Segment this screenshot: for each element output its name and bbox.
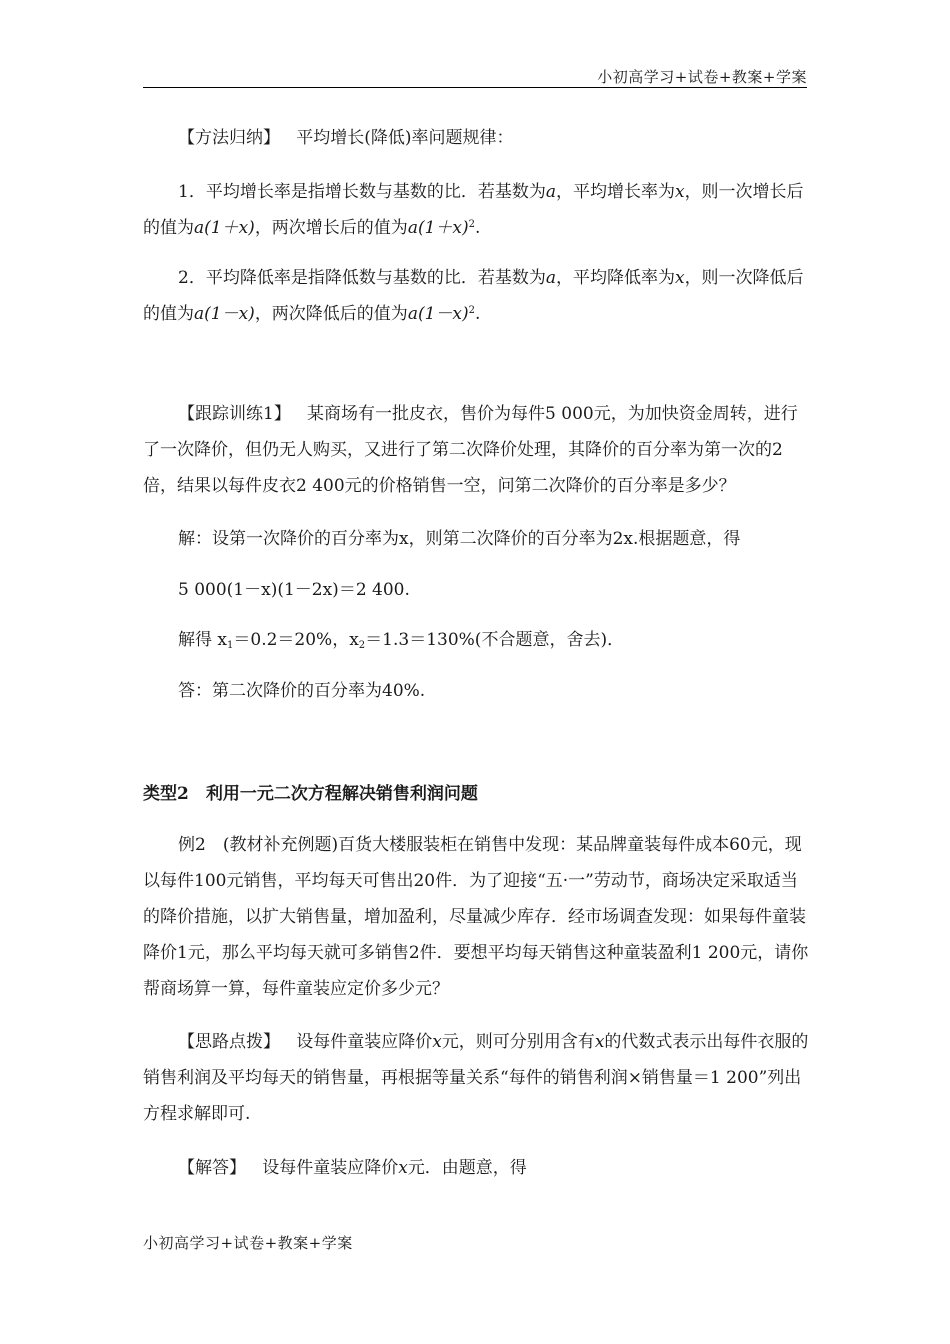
section-heading-type2: 类型2 利用一元二次方程解决销售利润问题 bbox=[143, 784, 478, 804]
solution-line-1: 解：设第一次降价的百分率为x，则第二次降价的百分率为2x.根据题意，得 bbox=[178, 529, 741, 549]
method-rule-1: 1．平均增长率是指增长数与基数的比．若基数为a，平均增长率为x，则一次增长后的值为a(1＋x)，两次增长后的值为$a(1+x)^2$. bbox=[143, 182, 804, 238]
solution-line-4: 答：第二次降价的百分率为40%. bbox=[178, 681, 426, 701]
answer-paragraph: 【解答】 设每件童装应降价x元．由题意，得 bbox=[178, 1158, 527, 1178]
method-summary-tag: 【方法归纳】 bbox=[178, 128, 280, 148]
training-problem-text: 某商场有一批皮衣，售价为每件5 000元，为加快资金周转，进行了一次降价，但仍无人购买，又进行了第二次降价处理，其降价的百分率为第一次的2倍，结果以每件皮衣2 400元的价格销售一空，问第二次降价的百分率是多少？ bbox=[143, 404, 798, 496]
solution-line-3: 解得 $x_1=0.2=20\%$，$x_2=1.3=130\%$(不合题意，舍去)． bbox=[178, 630, 625, 651]
page-footer: 小初高学习+试卷+教案+学案 bbox=[143, 1234, 353, 1252]
training-tag: 【跟踪训练1】 bbox=[178, 404, 291, 424]
training-problem bbox=[143, 396, 811, 504]
hint-paragraph: 【思路点拨】 设每件童装应降价x元，则可分别用含有x的代数式表示出每件衣服的销售利润及平均每天的销售量，再根据等量关系“每件的销售利润×销售量＝1 200”列出方程求解即可. bbox=[143, 1032, 809, 1124]
solution-line-2: 5 000(1－x)(1－2x)＝2 400. bbox=[178, 580, 410, 600]
example-2: 例2 (教材补充例题)百货大楼服装柜在销售中发现：某品牌童装每件成本60元，现以每件100元销售，平均每天可售出20件．为了迎接“五·一”劳动节，商场决定采取适当的降价措施，以扩大销售量，增加盈利，尽量减少库存．经市场调查发现：如果每件童装降价1元，那么平均每天就可多销售2件．要想平均每天销售这种童装盈利1 200元，请你帮商场算一算，每件童装应定价多少元？ bbox=[143, 835, 809, 999]
method-rule-2: 2．平均降低率是指降低数与基数的比．若基数为a，平均降低率为x，则一次降低后的值为a(1－x)，两次降低后的值为$a(1-x)^2$. bbox=[143, 268, 804, 324]
method-summary-heading bbox=[143, 120, 811, 156]
method-summary-title: 平均增长(降低)率问题规律： bbox=[296, 128, 514, 148]
answer-tag: 【解答】 bbox=[178, 1158, 246, 1178]
hint-tag: 【思路点拨】 bbox=[178, 1032, 280, 1052]
page-header: 小初高学习+试卷+教案+学案 bbox=[597, 68, 807, 86]
header-divider bbox=[143, 87, 807, 88]
